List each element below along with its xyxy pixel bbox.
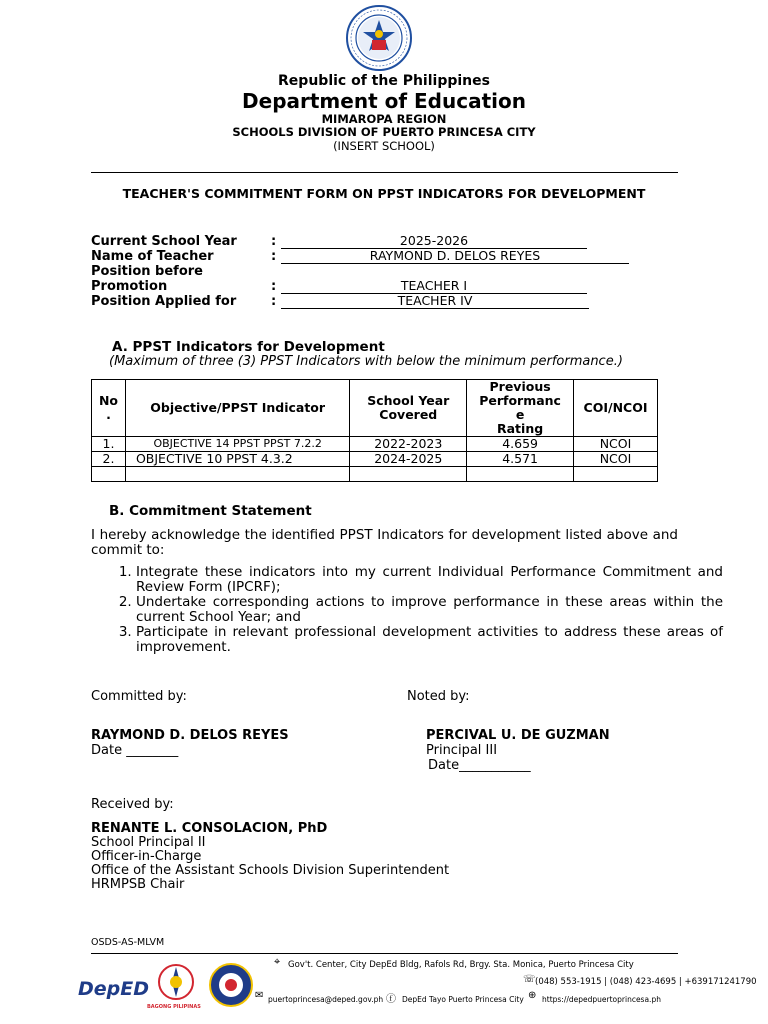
header-divider [91,172,678,173]
list-item: 2. Undertake corresponding actions to improve performance in these areas within the current School Year; and [136,595,723,625]
position-before-label: Position before [91,264,203,279]
bagong-pilipinas-logo [150,962,202,1004]
position-applied-label: Position Applied for [91,294,237,309]
list-item: 3. Participate in relevant professional development activities to address these areas of improvement. [136,625,723,655]
colon: : [271,294,277,309]
row-coi: NCOI [574,437,658,452]
teacher-name-value: RAYMOND D. DELOS REYES [281,249,629,264]
row-rating: 4.571 [467,452,574,467]
email-icon: ✉ [255,990,264,1001]
footer-divider [91,953,678,954]
republic-line: Republic of the Philippines [278,73,490,89]
row-objective: OBJECTIVE 14 PPST PPST 7.2.2 [125,437,349,452]
position-before-value: TEACHER I [281,279,587,294]
committed-by-label: Committed by: [91,689,187,704]
receiver-title: HRMPSB Chair [91,877,185,892]
division-line: SCHOOLS DIVISION OF PUERTO PRINCESA CITY [232,125,536,139]
principal-date: Date___________ [428,758,531,773]
col-school-year: School Year Covered [350,380,467,437]
row-no: 2. [92,452,126,467]
received-by-label: Received by: [91,797,174,812]
location-pin-icon: ⌖ [274,955,281,968]
section-a-note: (Maximum of three (3) PPST Indicators with below the minimum performance.) [109,354,623,369]
row-coi [574,467,658,482]
colon: : [271,234,277,249]
position-applied-value: TEACHER IV [281,294,589,309]
list-item: 1. Integrate these indicators into my current Individual Performance Commitment and Review Form (IPCRF); [136,565,723,595]
row-school-year: 2022-2023 [350,437,467,452]
footer-address: Gov't. Center, City DepEd Bldg, Rafols Rd, Brgy. Sta. Monica, Puerto Princesa City [288,960,634,970]
receiver-signatory: RENANTE L. CONSOLACION, PhD [91,821,328,836]
row-no [92,467,126,482]
deped-logo: DepED [78,978,150,1000]
commitment-intro: I hereby acknowledge the identified PPST Indicators for development listed above and commit to: [91,527,678,558]
facebook-icon: ⓕ [386,994,396,1005]
table-row [92,437,658,452]
noted-by-label: Noted by: [407,689,470,704]
form-title: TEACHER'S COMMITMENT FORM ON PPST INDICATORS FOR DEVELOPMENT [122,186,646,201]
phone-icon: ☏ [523,974,536,985]
commitment-list [91,565,723,655]
row-rating [467,467,574,482]
school-line: (INSERT SCHOOL) [333,139,435,153]
deped-seal [339,4,419,72]
colon: : [271,249,277,264]
colon: : [271,279,277,294]
ppst-table [91,379,658,482]
promotion-label: Promotion [91,279,168,294]
row-school-year: 2024-2025 [350,452,467,467]
footer-email: puertoprincesa@deped.gov.ph [268,995,384,1004]
teacher-signatory: RAYMOND D. DELOS REYES [91,728,289,743]
receiver-title: Office of the Assistant Schools Division Superintendent [91,863,450,878]
table-row [92,467,658,482]
footer-phone: (048) 553-1915 | (048) 423-4695 | +639171241790 [535,977,757,987]
receiver-title: Officer-in-Charge [91,849,202,864]
globe-icon: ⊕ [528,990,537,1001]
bagong-pilipinas-text: BAGONG PILIPINAS [147,1004,201,1010]
row-no: 1. [92,437,126,452]
table-header-row [92,380,658,437]
footer-facebook: DepEd Tayo Puerto Princesa City [402,995,524,1004]
school-year-label: Current School Year [91,234,237,249]
footer-website: https://depedpuertoprincesa.ph [542,995,661,1004]
document-code: OSDS-AS-MLVM [91,937,165,948]
region-line: MIMAROPA REGION [321,112,447,126]
teacher-date: Date ________ [91,743,179,758]
school-year-value: 2025-2026 [281,234,587,249]
section-b-title: B. Commitment Statement [109,503,312,519]
table-row [92,452,658,467]
col-coi-ncoi: COI/NCOI [574,380,658,437]
section-a-title: A. PPST Indicators for Development [112,339,385,355]
division-seal [208,962,254,1008]
principal-title: Principal III [426,743,498,758]
col-previous-rating: Previous Performanc e Rating [467,380,574,437]
col-no: No . [92,380,126,437]
department-title: Department of Education [242,89,526,113]
row-coi: NCOI [574,452,658,467]
row-objective [125,467,349,482]
row-school-year [350,467,467,482]
col-objective: Objective/PPST Indicator [125,380,349,437]
row-objective: OBJECTIVE 10 PPST 4.3.2 [125,452,349,467]
row-rating: 4.659 [467,437,574,452]
principal-signatory: PERCIVAL U. DE GUZMAN [426,728,610,743]
receiver-title: School Principal II [91,835,206,850]
teacher-name-label: Name of Teacher [91,249,214,264]
